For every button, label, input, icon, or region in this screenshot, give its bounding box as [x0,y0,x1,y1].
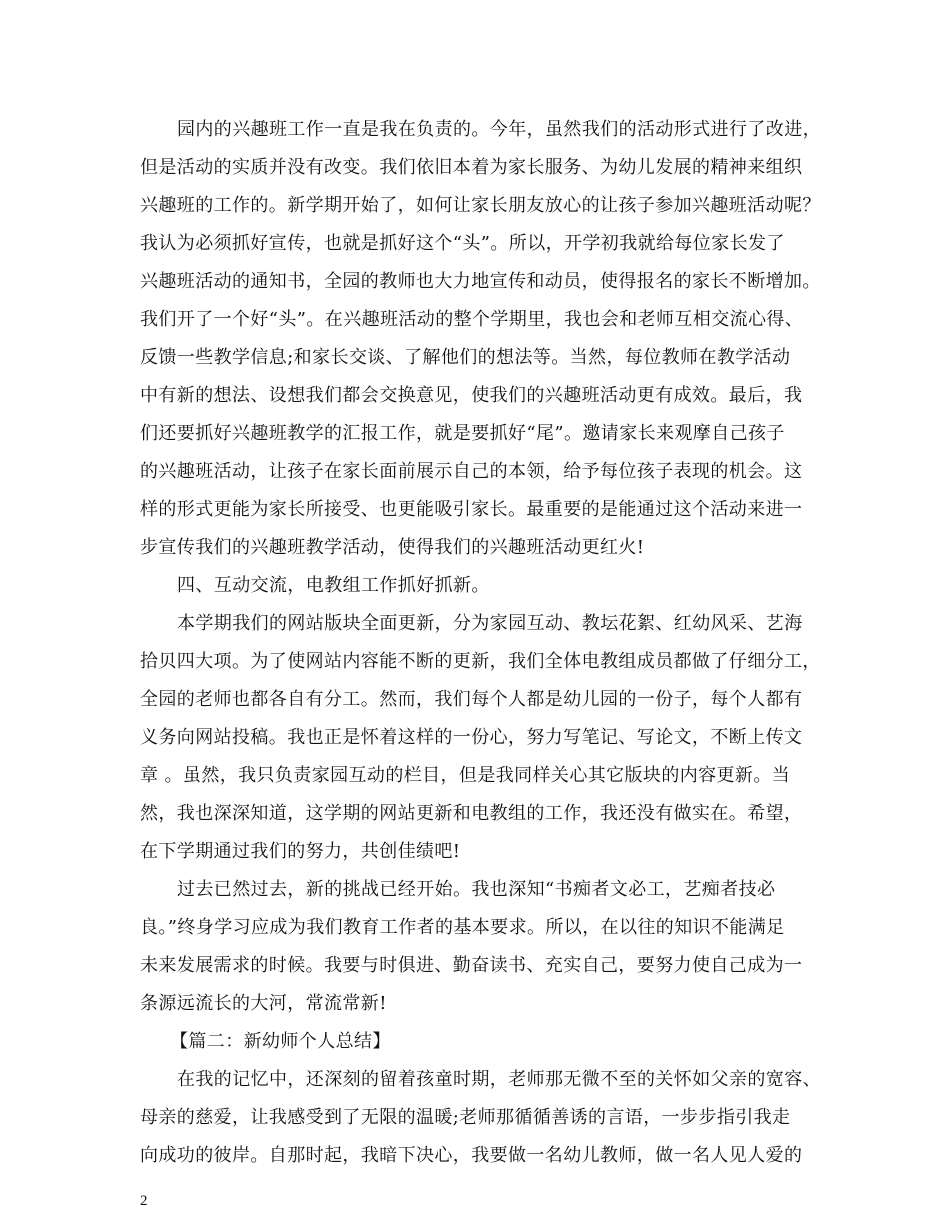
text-line-1: 园内的兴趣班工作一直是我在负责的。今年，虽然我们的活动形式进行了改进， [177,119,821,140]
text-line-2: 但是活动的实质并没有改变。我们依旧本着为家长服务、为幼儿发展的精神来组织 [140,157,803,178]
page-number: 2 [140,1193,148,1209]
text-line-14: 本学期我们的网站版块全面更新，分为家园互动、教坛花絮、红幼风采、艺海 [177,613,803,634]
section-heading-4: 四、互动交流，电教组工作抓好抓新。 [177,575,490,596]
text-line-21: 过去已然过去，新的挑战已经开始。我也深知“书痴者文必工，艺痴者技必 [177,879,776,900]
text-line-6: 我们开了一个好“头”。在兴趣班活动的整个学期里，我也会和老师互相交流心得、 [140,309,804,330]
text-line-7: 反馈一些教学信息;和家长交谈、了解他们的想法等。当然，每位教师在教学活动 [140,347,791,368]
text-line-15: 拾贝四大项。为了使网站内容能不断的更新，我们全体电教组成员都做了仔细分工， [140,651,821,672]
text-line-11: 样的形式更能为家长所接受、也更能吸引家长。最重要的是能通过这个活动来进一 [140,499,803,520]
text-line-18: 章 。虽然，我只负责家园互动的栏目，但是我同样关心其它版块的内容更新。当 [140,765,791,786]
text-line-12: 步宣传我们的兴趣班教学活动，使得我们的兴趣班活动更红火! [140,537,645,558]
text-line-24: 条源远流长的大河，常流常新! [140,993,387,1014]
text-line-22: 良。”终身学习应成为我们教育工作者的基本要求。所以，在以往的知识不能满足 [140,917,785,938]
text-line-19: 然，我也深深知道，这学期的网站更新和电教组的工作，我还没有做实在。希望， [140,803,803,824]
text-line-4: 我认为必须抓好宣传，也就是抓好这个“头”。所以，开学初我就给每位家长发了 [140,233,785,254]
text-line-17: 义务向网站投稿。我也正是怀着这样的一份心，努力写笔记、写论文，不断上传文 [140,727,803,748]
text-line-20: 在下学期通过我们的努力，共创佳绩吧! [140,841,461,862]
text-line-26: 在我的记忆中，还深刻的留着孩童时期，老师那无微不至的关怀如父亲的宽容、 [177,1069,821,1090]
text-line-3: 兴趣班的工作的。新学期开始了，如何让家长朋友放心的让孩子参加兴趣班活动呢？ [140,195,821,216]
text-line-27: 母亲的慈爱，让我感受到了无限的温暖;老师那循循善诱的言语，一步步指引我走 [140,1107,791,1128]
text-line-8: 中有新的想法、设想我们都会交换意见，使我们的兴趣班活动更有成效。最后，我 [140,385,803,406]
text-line-16: 全园的老师也都各自有分工。然而，我们每个人都是幼儿园的一份子，每个人都有 [140,689,803,710]
text-line-5: 兴趣班活动的通知书，全园的教师也大力地宣传和动员，使得报名的家长不断增加。 [140,271,821,292]
article-heading: 【篇二：新幼师个人总结】 [170,1031,391,1052]
text-line-23: 未来发展需求的时候。我要与时俱进、勤奋读书、充实自己，要努力使自己成为一 [140,955,803,976]
text-line-28: 向成功的彼岸。自那时起，我暗下决心，我要做一名幼儿教师，做一名人见人爱的 [140,1145,803,1166]
text-line-10: 的兴趣班活动，让孩子在家长面前展示自己的本领，给予每位孩子表现的机会。这 [140,461,803,482]
text-line-9: 们还要抓好兴趣班教学的汇报工作，就是要抓好“尾”。邀请家长来观摩自己孩子 [140,423,785,444]
